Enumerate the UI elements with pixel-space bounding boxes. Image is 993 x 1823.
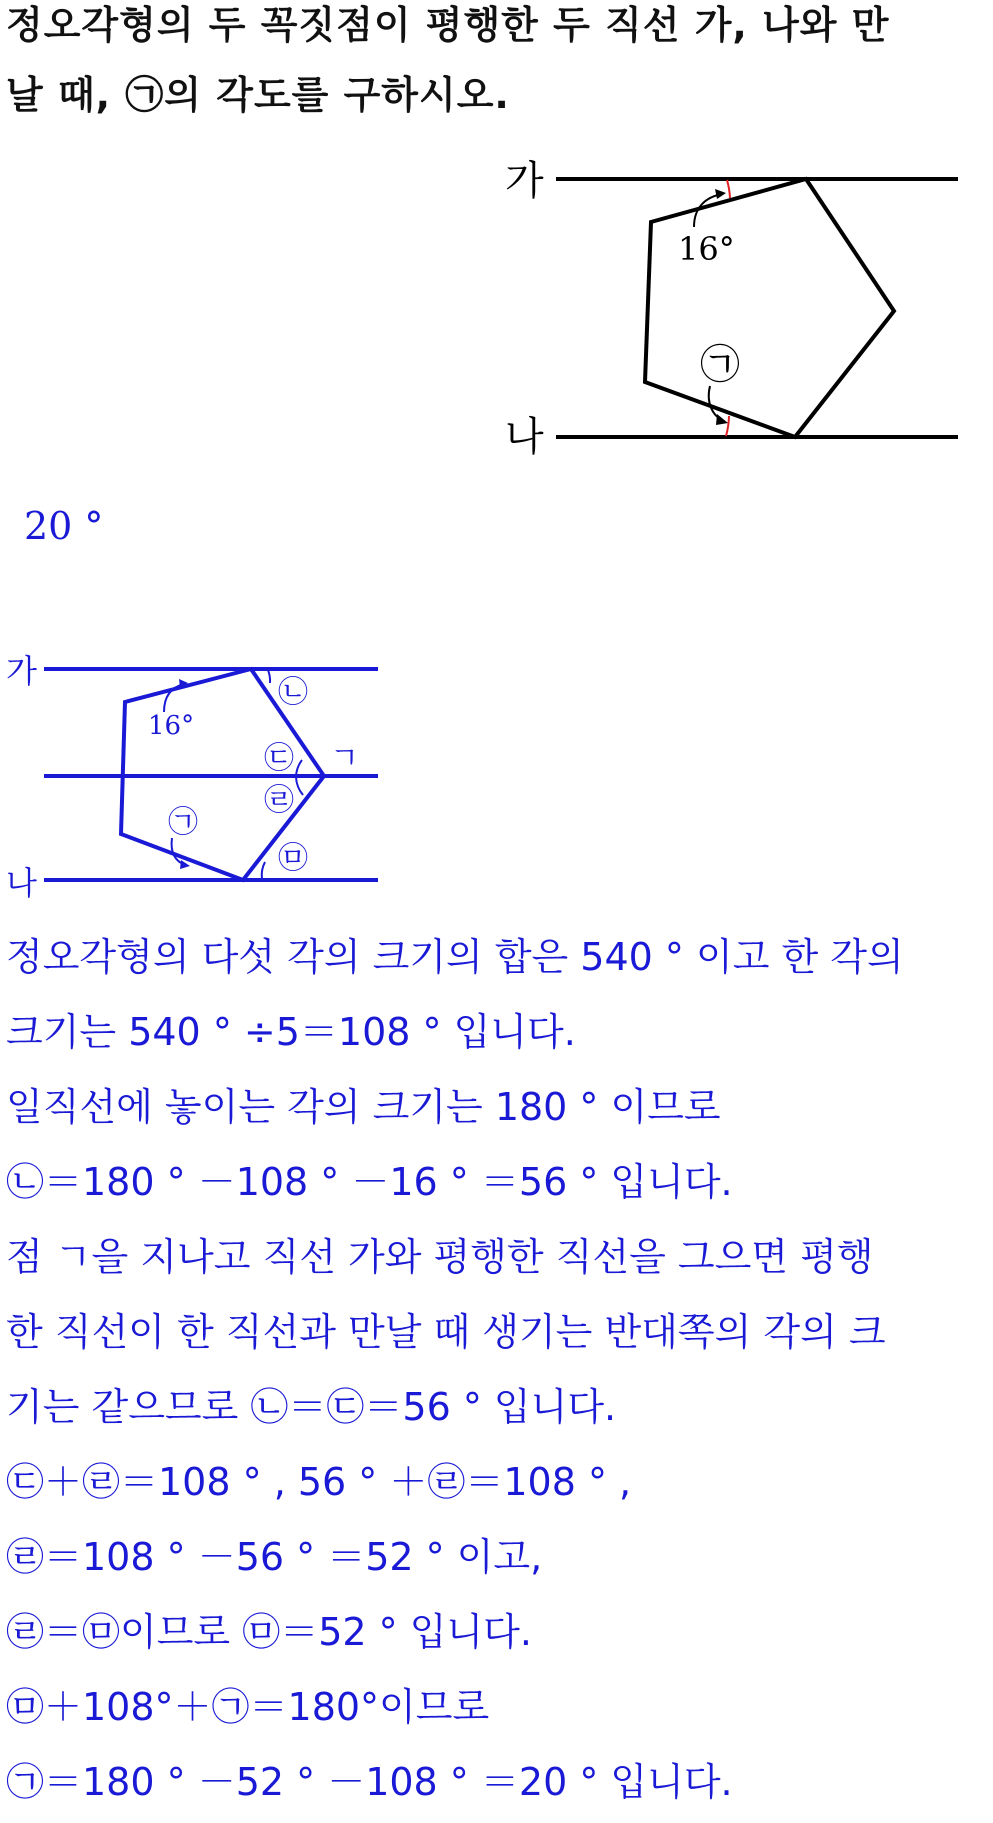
solution-line-10: ㉣＝㉤이므로 ㉤＝52 ° 입니다. [6, 1610, 532, 1654]
vertex-label: ㄱ [330, 741, 359, 776]
angle-arc-target [726, 416, 729, 436]
solution-line-11: ㉤＋108°＋㉠＝180°이므로 [6, 1685, 490, 1729]
angle-arc-16 [727, 180, 730, 198]
solution-line-5: 점 ㄱ을 지나고 직선 가와 평행한 직선을 그으면 평행 [6, 1235, 874, 1279]
mark-d: ㉢ [264, 741, 294, 776]
solution-line-3: 일직선에 놓이는 각의 크기는 180 ° 이므로 [6, 1085, 721, 1129]
question-line-2: 날 때, ㉠의 각도를 구하시오. [6, 73, 510, 117]
pointer-arrow-16 [694, 194, 722, 227]
pointer-arrow-target-2 [172, 838, 186, 865]
solution-line-6: 한 직선이 한 직선과 만날 때 생기는 반대쪽의 각의 크 [6, 1310, 886, 1354]
figure2 [44, 669, 378, 880]
mark-r: ㉣ [264, 783, 294, 818]
angle-16-label: 16° [678, 230, 735, 268]
question-line-1: 정오각형의 두 꼭짓점이 평행한 두 직선 가, 나와 만 [6, 3, 890, 47]
solution-line-9: ㉣＝108 ° －56 ° ＝52 ° 이고, [6, 1535, 543, 1579]
mark-m: ㉤ [278, 841, 308, 876]
label-na-2: 나 [6, 864, 37, 902]
pentagon [645, 179, 894, 437]
arrowhead-target [716, 414, 728, 425]
pointer-arrow-target [709, 386, 724, 421]
solution-line-4: ㉡＝180 ° －108 ° －16 ° ＝56 ° 입니다. [6, 1160, 733, 1204]
arc-r [296, 777, 303, 795]
mark-g: ㉠ [168, 805, 198, 840]
answer: 20 ° [24, 504, 104, 548]
solution-line-8: ㉢＋㉣＝108 ° , 56 ° ＋㉣＝108 ° , [6, 1460, 632, 1504]
solution-line-1: 정오각형의 다섯 각의 크기의 합은 540 ° 이고 한 각의 [6, 935, 904, 979]
mark-l: ㉡ [278, 675, 308, 710]
label-ga-2: 가 [6, 652, 37, 690]
solution-line-12: ㉠＝180 ° －52 ° －108 ° ＝20 ° 입니다. [6, 1760, 733, 1804]
arrowhead-16 [715, 189, 726, 199]
arc-d [296, 760, 302, 776]
angle-16-label-2: 16° [148, 711, 195, 741]
figure1 [505, 158, 958, 460]
arc-m [262, 862, 265, 879]
solution-line-2: 크기는 540 ° ÷5＝108 ° 입니다. [6, 1010, 576, 1054]
solution-line-7: 기는 같으므로 ㉡＝㉢＝56 ° 입니다. [6, 1385, 617, 1429]
label-na: 나 [505, 414, 544, 460]
angle-target-label: ㉠ [700, 342, 740, 388]
label-ga: 가 [505, 158, 544, 204]
arc-l [268, 670, 270, 683]
